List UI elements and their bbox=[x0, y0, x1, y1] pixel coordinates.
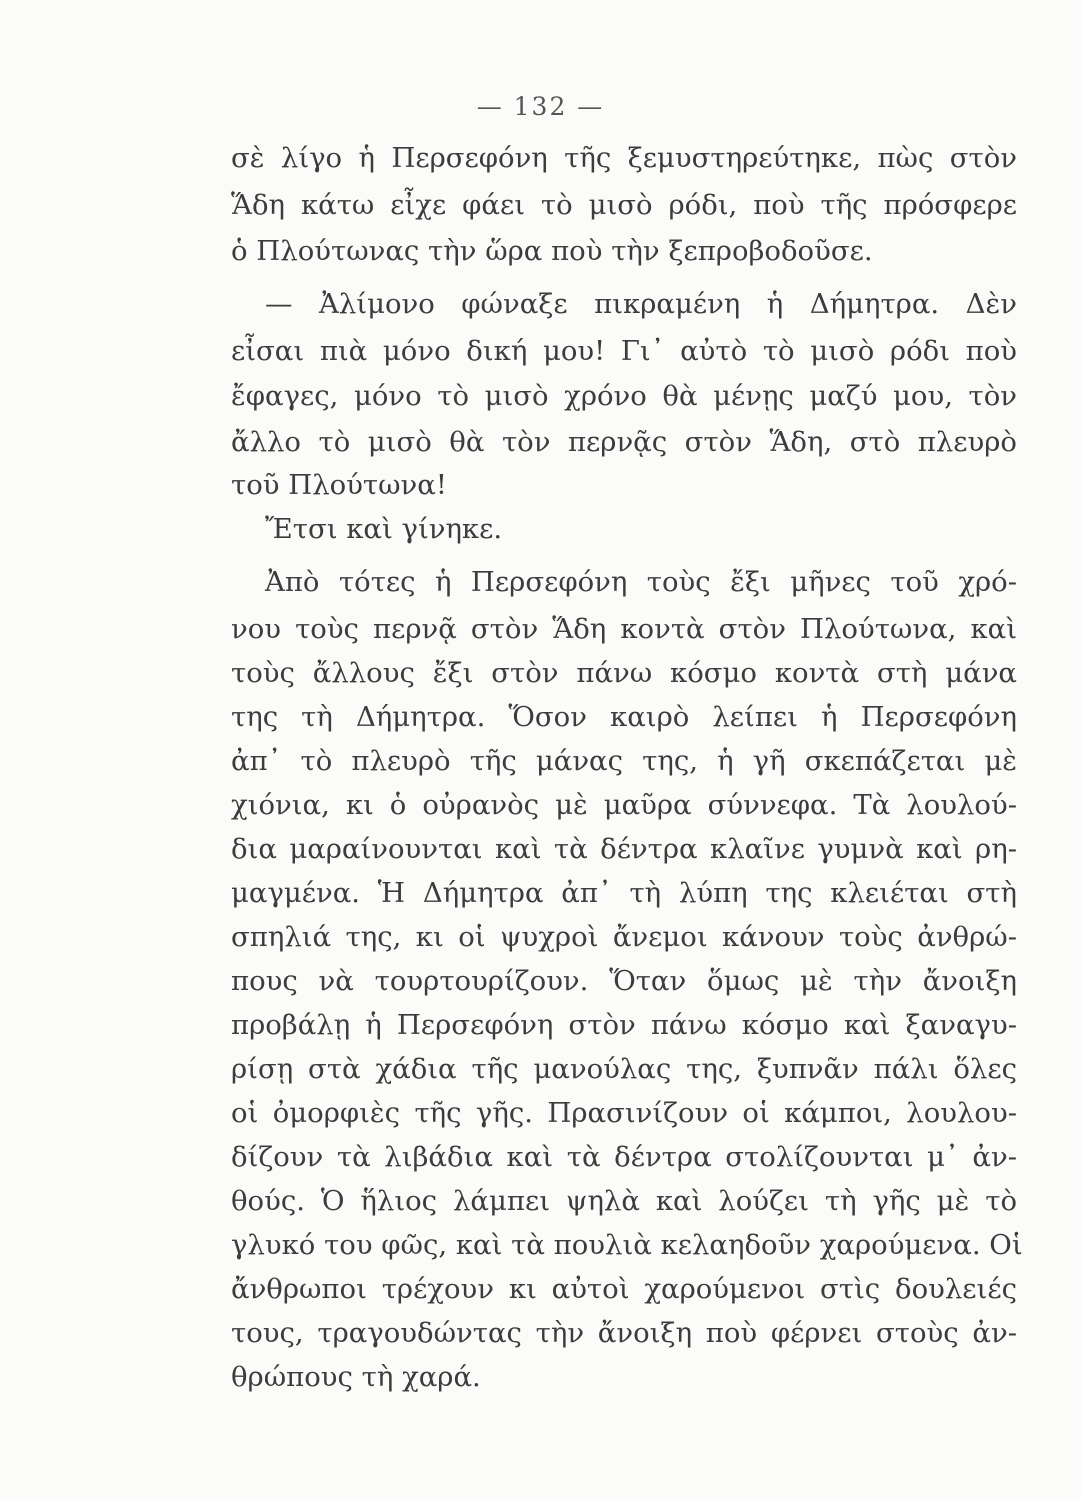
text-line: θούς. Ὁ ἥλιος λάμπει ψηλὰ καὶ λούζει τὴ γῆς μὲ τὸ bbox=[231, 1185, 1017, 1217]
text-line: δίζουν τὰ λιβάδια καὶ τὰ δέντρα στολίζουνται μ᾽ ἀν- bbox=[231, 1141, 1017, 1173]
text-line: πους νὰ τουρτουρίζουν. Ὅταν ὅμως μὲ τὴν ἄνοιξη bbox=[231, 965, 1017, 997]
text-line: γλυκό του φῶς, καὶ τὰ πουλιὰ κελαηδοῦν χαρούμενα. Οἱ bbox=[231, 1229, 1023, 1261]
text-line: της τὴ Δήμητρα. Ὅσον καιρὸ λείπει ἡ Περσεφόνη bbox=[231, 701, 1017, 733]
text-line: Ἅδη κάτω εἶχε φάει τὸ μισὸ ρόδι, ποὺ τῆς πρόσφερε bbox=[231, 189, 1017, 221]
text-line: ἔφαγες, μόνο τὸ μισὸ χρόνο θὰ μένῃς μαζύ μου, τὸν bbox=[231, 380, 1017, 412]
text-line: τοῦ Πλούτωνα! bbox=[231, 469, 447, 501]
text-line: Ἔτσι καὶ γίνηκε. bbox=[265, 513, 503, 545]
text-line: ἀπ᾽ τὸ πλευρὸ τῆς μάνας της, ἡ γῆ σκεπάζεται μὲ bbox=[231, 745, 1017, 777]
text-line: σὲ λίγο ἡ Περσεφόνη τῆς ξεμυστηρεύτηκε, πὼς στὸν bbox=[231, 142, 1017, 174]
text-line: μαγμένα. Ἡ Δήμητρα ἀπ᾽ τὴ λύπη της κλειέται στὴ bbox=[231, 877, 1017, 909]
text-line: τοὺς ἄλλους ἔξι στὸν πάνω κόσμο κοντὰ στὴ μάνα bbox=[231, 657, 1017, 689]
text-line: τους, τραγουδώντας τὴν ἄνοιξη ποὺ φέρνει στοὺς ἀν- bbox=[231, 1317, 1017, 1349]
text-line: προβάλῃ ἡ Περσεφόνη στὸν πάνω κόσμο καὶ ξαναγυ- bbox=[231, 1009, 1017, 1041]
page-number: — 132 — bbox=[476, 92, 605, 121]
text-line: χιόνια, κι ὁ οὐρανὸς μὲ μαῦρα σύννεφα. Τὰ λουλού- bbox=[231, 789, 1017, 821]
text-line: οἱ ὀμορφιὲς τῆς γῆς. Πρασινίζουν οἱ κάμποι, λουλου- bbox=[231, 1097, 1017, 1129]
text-line: ὁ Πλούτωνας τὴν ὥρα ποὺ τὴν ξεπροβοδοῦσε. bbox=[231, 235, 873, 267]
text-line: ἄλλο τὸ μισὸ θὰ τὸν περνᾷς στὸν Ἅδη, στὸ πλευρὸ bbox=[231, 426, 1017, 458]
text-line: Ἀπὸ τότες ἡ Περσεφόνη τοὺς ἔξι μῆνες τοῦ χρό- bbox=[265, 566, 1017, 598]
text-line: σπηλιά της, κι οἱ ψυχροὶ ἄνεμοι κάνουν τοὺς ἀνθρώ- bbox=[231, 921, 1017, 953]
text-line: ρίσῃ στὰ χάδια τῆς μανούλας της, ξυπνᾶν πάλι ὅλες bbox=[231, 1053, 1017, 1085]
text-line: εἶσαι πιὰ μόνο δική μου! Γι᾽ αὐτὸ τὸ μισὸ ρόδι ποὺ bbox=[231, 335, 1017, 367]
text-line: θρώπους τὴ χαρά. bbox=[231, 1361, 481, 1393]
text-line: — Ἀλίμονο φώναξε πικραμένη ἡ Δήμητρα. Δὲν bbox=[265, 288, 1017, 320]
text-line: δια μαραίνουνται καὶ τὰ δέντρα κλαῖνε γυμνὰ καὶ ρη- bbox=[231, 833, 1017, 865]
text-line: ἄνθρωποι τρέχουν κι αὐτοὶ χαρούμενοι στὶς δουλειές bbox=[231, 1273, 1017, 1305]
text-line: νου τοὺς περνᾷ στὸν Ἅδη κοντὰ στὸν Πλούτωνα, καὶ bbox=[231, 613, 1017, 645]
